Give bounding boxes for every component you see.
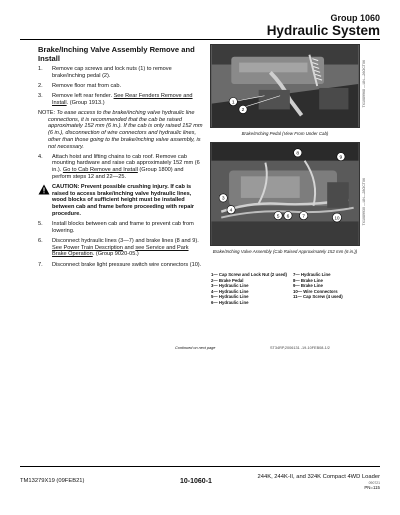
step-text: Disconnect brake light pressure switch wire connectors (10). — [52, 261, 202, 268]
legend-item: 6— Hydraulic Line — [211, 299, 249, 305]
step-text: Attach hoist and lifting chains to cab roof. Remove cab mounting hardware and raise cab approximately 152 mm (6 in.). — [52, 153, 200, 174]
continued-note: Continued on next page — [175, 346, 216, 350]
section-title: Brake/Inching Valve Assembly Remove and Install — [38, 45, 195, 63]
legend-item: 5— Hydraulic Line — [211, 294, 249, 300]
sheet-number: PN=115 — [364, 485, 380, 490]
footer-model-block — [233, 474, 380, 491]
step-6 — [38, 238, 203, 258]
step-text: and — [122, 244, 136, 251]
step-number: 5. — [38, 221, 43, 228]
callout-8-label: 8 — [296, 151, 300, 157]
cab-remove-link[interactable]: Go to Cab Remove and Install — [62, 167, 138, 174]
step-3 — [38, 93, 203, 106]
inching-valve-figure — [210, 142, 360, 246]
legend-item: 3— Hydraulic Line — [211, 283, 249, 289]
step-text: Install blocks between cab and frame to prevent cab from lowering. — [52, 221, 194, 234]
step-text: . (Group 9020-05.) — [92, 251, 139, 258]
note-label: NOTE: — [38, 110, 56, 117]
callout-3-label: 3 — [221, 196, 225, 202]
procedure-steps — [38, 66, 203, 272]
callout-5-label: 5 — [276, 214, 280, 220]
document-reference: ST34RP,2006131 -19-10FEB08-1/2 — [270, 346, 330, 350]
step-number: 6. — [38, 237, 43, 244]
callout-1-label: 1 — [231, 100, 235, 106]
legend-item: 4— Hydraulic Line — [211, 288, 249, 294]
inching-valve-photo — [211, 143, 359, 245]
legend-item: 8— Brake Line — [293, 277, 323, 283]
callout-9-label: 9 — [339, 155, 343, 161]
caution-label: CAUTION: — [52, 184, 80, 191]
legend-column-right — [293, 272, 361, 300]
warning-triangle-icon — [38, 184, 50, 195]
callout-10-label: 10 — [334, 215, 340, 221]
page-number: 10-1060-1 — [180, 478, 212, 485]
step-2 — [38, 83, 203, 90]
figure-caption: Brake/Inching Pedal (View From Under Cab) — [241, 131, 329, 136]
step-7 — [38, 262, 203, 269]
legend-item: 7— Hydraulic Line — [293, 272, 331, 277]
step-4 — [38, 154, 203, 181]
step-number: 4. — [38, 153, 43, 160]
manual-number: TM13279X19 (09FEB21) — [20, 478, 85, 484]
note-block — [38, 110, 203, 150]
callout-2-label: 2 — [241, 108, 245, 114]
step-text: Remove left rear fender. — [52, 93, 114, 100]
step-text: (Group 1800) and perform steps 12 and 22—25. — [52, 167, 184, 180]
step-text: Disconnect hydraulic lines (3—7) and brake lines (8 and 9). — [52, 237, 199, 244]
step-text: Remove floor mat from cab. — [52, 82, 122, 89]
figure-id: TX1089968 —UN—26OCT06 — [362, 60, 366, 108]
callout-4-label: 4 — [229, 208, 233, 214]
legend-item: 10— Wire Connectors — [293, 288, 338, 294]
step-number: 3. — [38, 93, 43, 100]
step-number: 7. — [38, 261, 43, 268]
step-number: 2. — [38, 82, 43, 89]
step-number: 1. — [38, 66, 43, 72]
legend-column-left — [211, 272, 289, 306]
page-header — [20, 12, 380, 38]
legend-item: 1— Cap Screw and Lock Nut (2 used) — [211, 272, 287, 277]
step-text: Remove cap screws and lock nuts (1) to remove brake/inching pedal (2). — [52, 66, 172, 79]
legend-item: 9— Brake Line — [293, 283, 323, 289]
callout-7-label: 7 — [302, 214, 306, 220]
legend-item: 11— Cap Screw (4 used) — [293, 294, 343, 300]
figure-caption: Brake/Inching Valve Assembly (Cab Raised Approximately 152 mm (6 in.)) — [212, 249, 358, 254]
step-5 — [38, 221, 203, 234]
note-text: To ease access to the brake/inching valve hydraulic line connections, it is recommended that the cab be raised approximately 152 mm (6 in.). If the cab is only raised 152 mm (6 in.), disconnection of wire connectors and hydraulic lines, other than those going to the brake/inching valve assembly, is not necessary. — [48, 110, 203, 150]
caution-block — [38, 184, 203, 218]
header-divider — [20, 39, 380, 40]
power-train-link[interactable]: See Power Train Description — [52, 244, 123, 251]
rear-fenders-link[interactable]: See Rear Fenders Remove and Install — [52, 93, 193, 106]
callout-6-label: 6 — [286, 214, 290, 220]
brake-pedal-figure — [210, 44, 360, 128]
park-brake-link[interactable]: see Service and Park Brake Operation — [52, 244, 189, 258]
step-text: . (Group 1913.) — [66, 99, 105, 106]
footer-divider — [20, 466, 380, 467]
group-number: Group 1060 — [330, 13, 380, 23]
model-name: 244K, 244K-II, and 324K Compact 4WD Loader — [257, 474, 380, 480]
page-title: Hydraulic System — [266, 23, 380, 38]
legend-item: 2— Brake Pedal — [211, 277, 244, 283]
brake-pedal-photo — [211, 45, 359, 127]
step-1 — [38, 66, 203, 79]
revision-code: 090721 — [368, 481, 380, 485]
caution-text: Prevent possible crushing injury. If cab is raised to access brake/inching valve hydraulic lines, wood blocks of sufficient height must be installed between cab and frame before proceeding with repair procedure. — [52, 184, 195, 217]
figure-id: TX1089930 —UN—28OCT06 — [362, 178, 366, 226]
